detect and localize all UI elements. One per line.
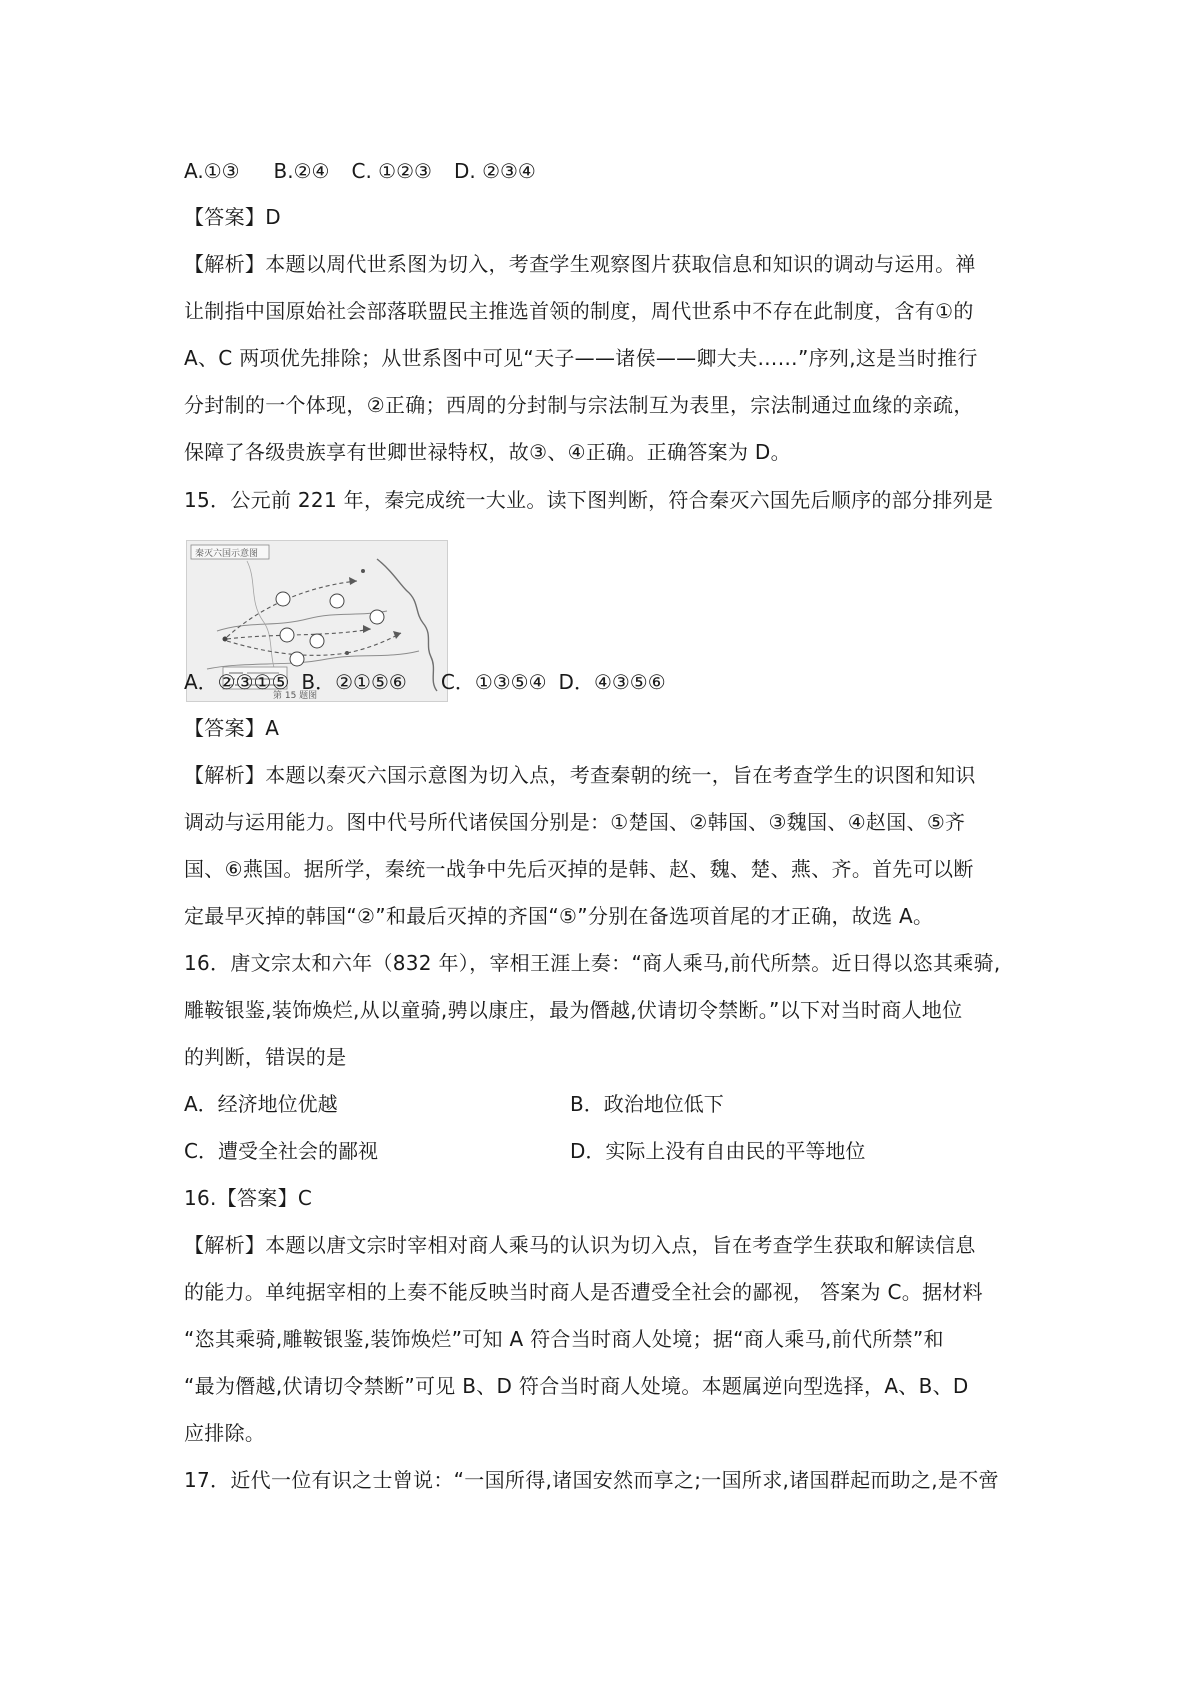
city-dot-icon — [361, 569, 365, 573]
q16-option-a: A．经济地位优越 — [184, 1092, 338, 1116]
map-marker-icon — [370, 610, 384, 624]
map-marker-icon — [276, 592, 290, 606]
q14-option-b: B.②④ — [273, 159, 330, 183]
q16-option-d: D．实际上没有自由民的平等地位 — [570, 1139, 866, 1163]
q16-option-b: B．政治地位低下 — [570, 1092, 724, 1116]
q14-analysis-line: 【解析】本题以周代世系图为切入，考查学生观察图片获取信息和知识的调动与运用。禅 — [184, 252, 976, 276]
q16-stem-line: 的判断，错误的是 — [184, 1045, 347, 1069]
q15-analysis-line: 调动与运用能力。图中代号所代诸侯国分别是：①楚国、②韩国、③魏国、④赵国、⑤齐 — [184, 810, 966, 834]
q14-analysis-line: 让制指中国原始社会部落联盟民主推选首领的制度，周代世系中不存在此制度，含有①的 — [184, 299, 974, 323]
q16-stem-line: 16．唐文宗太和六年（832 年），宰相王涯上奏：“商人乘马,前代所禁。近日得以恣其乘骑, — [184, 951, 1001, 975]
q15-answer: 【答案】A — [184, 716, 280, 740]
q16-analysis-line: “最为僭越,伏请切令禁断”可见 B、D 符合当时商人处境。本题属逆向型选择，A、B、D — [184, 1374, 969, 1398]
q14-analysis-line: 保障了各级贵族享有世卿世禄特权，故③、④正确。正确答案为 D。 — [184, 440, 791, 464]
q15-analysis-line: 定最早灭掉的韩国“②”和最后灭掉的齐国“⑤”分别在备选项首尾的才正确，故选 A。 — [184, 904, 934, 928]
q16-stem-line: 雕鞍银鉴,装饰焕烂,从以童骑,骋以康庄，最为僭越,伏请切令禁断。”以下对当时商人地位 — [184, 998, 963, 1022]
q14-option-c: C. ①②③ — [351, 159, 432, 183]
q17-stem: 17．近代一位有识之士曾说：“一国所得,诸国安然而享之;一国所求,诸国群起而助之,是不啻 — [184, 1468, 999, 1492]
q16-analysis-line: 【解析】本题以唐文宗时宰相对商人乘马的认识为切入点，旨在考查学生获取和解读信息 — [184, 1233, 976, 1257]
q16-analysis-line: “恣其乘骑,雕鞍银鉴,装饰焕烂”可知 A 符合当时商人处境；据“商人乘马,前代所禁”和 — [184, 1327, 944, 1351]
q14-options-row — [184, 157, 1044, 185]
map-caption: 第 15 题图 — [273, 691, 318, 701]
map-marker-icon — [280, 628, 294, 642]
q14-answer: 【答案】D — [184, 205, 281, 229]
q14-analysis-line: 分封制的一个体现，②正确；西周的分封制与宗法制互为表里，宗法制通过血缘的亲疏， — [184, 393, 974, 417]
capital-dot-icon — [223, 637, 228, 642]
q14-option-d: D. ②③④ — [453, 159, 536, 183]
map-marker-icon — [290, 652, 304, 666]
q15-option-d: D．④③⑤⑥ — [558, 670, 666, 694]
map-marker-icon — [330, 594, 344, 608]
q15-options-row — [184, 668, 1044, 696]
q16-analysis-line: 应排除。 — [184, 1421, 266, 1445]
map-marker-icon — [310, 634, 324, 648]
q15-option-c: C．①③⑤④ — [440, 670, 547, 694]
q15-stem: 15．公元前 221 年，秦完成统一大业。读下图判断，符合秦灭六国先后顺序的部分排列是 — [184, 488, 994, 512]
q15-option-b: B．②①⑤⑥ — [301, 670, 407, 694]
map-title: 秦灭六国示意图 — [195, 549, 259, 559]
q16-answer: 16.【答案】C — [184, 1186, 313, 1210]
city-dot-icon — [345, 651, 349, 655]
q15-analysis-line: 【解析】本题以秦灭六国示意图为切入点，考查秦朝的统一，旨在考查学生的识图和知识 — [184, 763, 976, 787]
q15-option-a: A．②③①⑤ — [184, 670, 290, 694]
q16-option-c: C．遭受全社会的鄙视 — [184, 1139, 378, 1163]
q14-analysis-line: A、C 两项优先排除；从世系图中可见“天子——诸侯——卿大夫……”序列,这是当时推行 — [184, 346, 978, 370]
q15-analysis-line: 国、⑥燕国。据所学，秦统一战争中先后灭掉的是韩、赵、魏、楚、燕、齐。首先可以断 — [184, 857, 974, 881]
q14-option-a: A.①③ — [184, 159, 240, 183]
q16-analysis-line: 的能力。单纯据宰相的上奏不能反映当时商人是否遭受全社会的鄙视， 答案为 C。据材料 — [184, 1280, 983, 1304]
